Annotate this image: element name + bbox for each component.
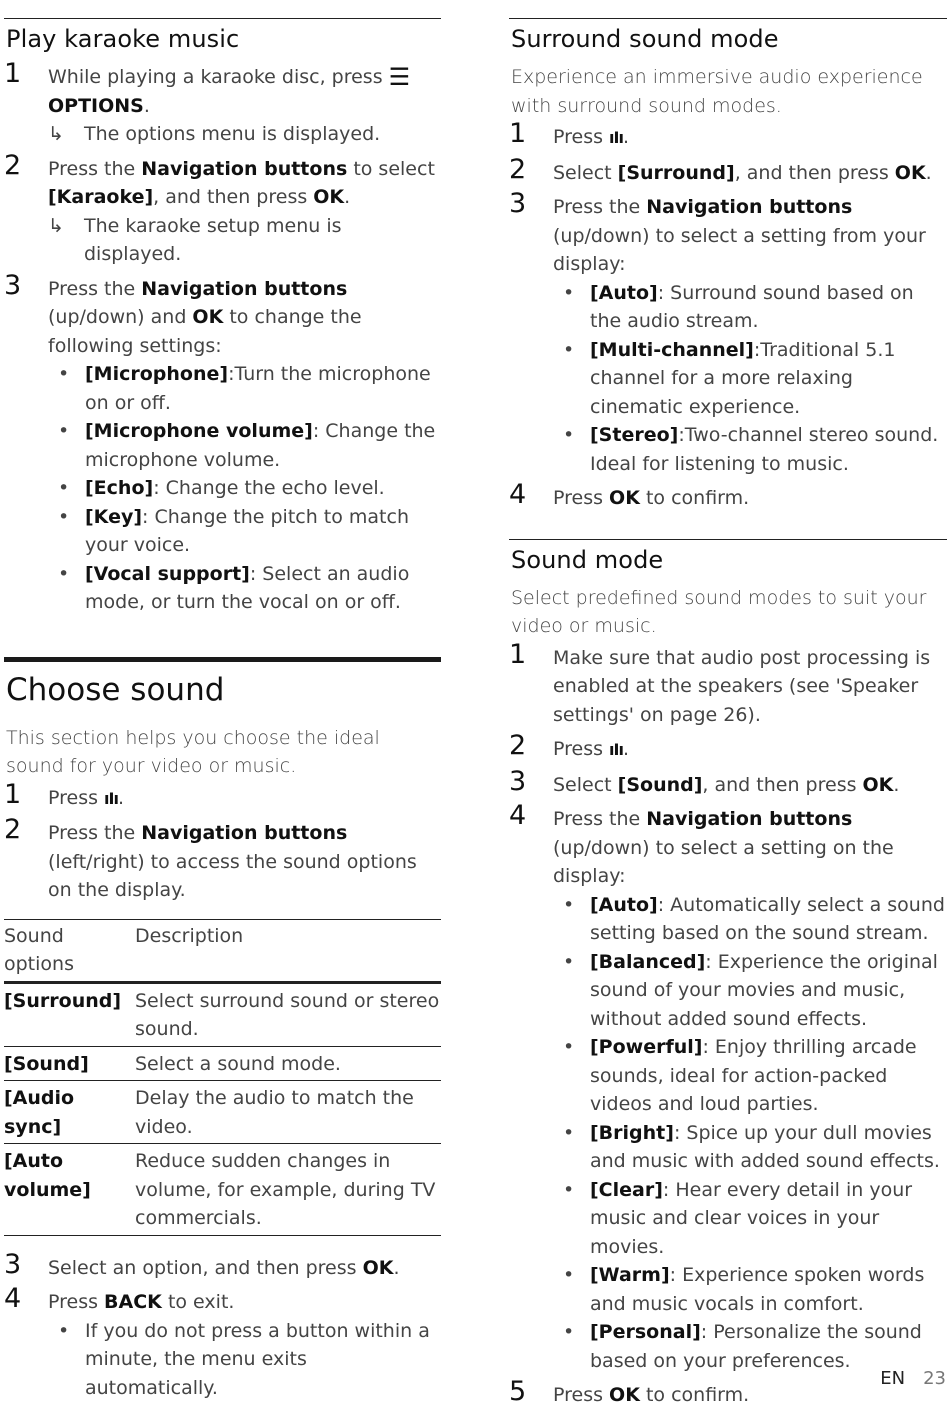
step-number: 4 <box>509 800 527 831</box>
table-cell: Reduce sudden changes in volume, for example, during TV commercials. <box>135 1144 441 1236</box>
list-item: • [Auto]: Surround sound based on the audio stream. <box>563 281 914 332</box>
step-number: 4 <box>509 479 527 510</box>
list-item: • [Auto]: Automatically select a sound setting based on the sound stream. <box>563 893 945 944</box>
list-item: • [Warm]: Experience spoken words and music vocals in comfort. <box>563 1264 925 1315</box>
sound-settings-icon: ıIı <box>609 128 623 147</box>
step-number: 3 <box>509 188 527 219</box>
list-item: • [Personal]: Personalize the sound based on your preferences. <box>563 1321 922 1372</box>
sound-options-table <box>4 919 441 1236</box>
choose-sound-title: Choose sound <box>6 671 225 708</box>
sound-mode-step-2: 2 Press ıIı. <box>509 730 630 761</box>
list-item: • [Powerful]: Enjoy thrilling arcade sounds, ideal for action-packed videos and loud parties. <box>563 1036 917 1115</box>
table-cell: Delay the audio to match the video. <box>135 1081 441 1144</box>
table-row <box>4 982 441 1046</box>
choose-step-4: 4 Press BACK to exit. • If you do not press a button within a minute, the menu exits automatically. <box>4 1288 441 1402</box>
section-rule-thick <box>4 657 441 662</box>
surround-intro: Experience an immersive audio experience with surround sound modes. <box>511 66 923 117</box>
step-result: ↳ The options menu is displayed. <box>48 120 441 149</box>
surround-step-3: 3 Press the Navigation buttons (up/down) to select a setting from your display: • [Auto]: Surround sound based on the audio stream. • [Multi-channel]:Traditional 5.1 channel for a more relaxing cinematic experience. • [Stereo]:Two-channel stereo sound. Ideal for listening to music. <box>509 193 947 478</box>
table-cell: [Auto volume] <box>4 1144 135 1236</box>
step-number: 2 <box>4 149 22 181</box>
choose-step-3: 3 Select an option, and then press OK. <box>4 1248 400 1280</box>
table-row <box>4 1081 441 1144</box>
list-item: • [Microphone]:Turn the microphone on or off. <box>58 363 431 414</box>
result-arrow-icon: ↳ <box>48 123 64 145</box>
list-item: • [Vocal support]: Select an audio mode, or turn the vocal on or off. <box>58 562 410 613</box>
sound-settings-icon: ıIı <box>609 740 623 759</box>
sound-settings-icon: ıIı <box>104 788 118 808</box>
right-column <box>509 18 947 1416</box>
step-number: 4 <box>4 1283 22 1314</box>
options-icon: ☰ <box>388 63 411 91</box>
table-row <box>4 1046 441 1081</box>
surround-step-1: 1 Press ıIı. <box>509 118 630 149</box>
step-number: 3 <box>4 269 22 301</box>
table-cell: [Surround] <box>4 982 135 1046</box>
choose-sound-intro: This section helps you choose the ideal sound for your video or music. <box>6 726 380 777</box>
table-header-row <box>4 919 441 982</box>
choose-step-1: 1 Press ıIı. <box>4 778 125 810</box>
list-item: • [Bright]: Spice up your dull movies and music with added sound effects. <box>563 1121 940 1172</box>
section-rule <box>4 18 441 19</box>
sound-mode-step-3: 3 Select [Sound], and then press OK. <box>509 765 900 797</box>
sound-mode-intro: Select predefined sound modes to suit your video or music. <box>511 586 927 637</box>
surround-title: Surround sound mode <box>511 25 779 53</box>
left-column <box>4 18 441 1408</box>
table-header: Sound options <box>4 919 135 982</box>
karaoke-title: Play karaoke music <box>6 25 240 53</box>
sound-mode-step-5: 5 Press OK to confirm. <box>509 1376 750 1407</box>
result-arrow-icon: ↳ <box>48 214 64 237</box>
step-number: 3 <box>509 765 527 797</box>
list-item: • [Key]: Change the pitch to match your voice. <box>58 505 409 556</box>
list-item: • [Clear]: Hear every detail in your music and clear voices in your movies. <box>563 1178 913 1258</box>
karaoke-step-1: 1 While playing a karaoke disc, press ☰ OPTIONS. ↳ The options menu is displayed. <box>4 63 441 149</box>
step-number: 1 <box>509 638 527 670</box>
step-result: ↳ The karaoke setup menu is displayed. <box>48 212 441 269</box>
table-cell: Select surround sound or stereo sound. <box>135 982 441 1046</box>
section-rule <box>509 18 947 19</box>
step-number: 1 <box>509 118 527 149</box>
list-item: • [Microphone volume]: Change the microphone volume. <box>58 420 436 471</box>
table-row <box>4 1144 441 1236</box>
list-item: • [Multi-channel]:Traditional 5.1 channel for a more relaxing cinematic experience. <box>563 338 896 418</box>
step-number: 5 <box>509 1376 527 1407</box>
section-rule <box>509 539 947 540</box>
sound-mode-step-1: 1 Make sure that audio post processing is enabled at the speakers (see 'Speaker settings' on page 26). <box>509 638 931 726</box>
page-number: 23 <box>923 1368 946 1389</box>
sound-mode-step-4: 4 Press the Navigation buttons (up/down) to select a setting on the display: • [Auto]: Automatically select a sound setting based on the sound stream. • [Balanced]: Experience the original sound of your movies and music, without added sound effects. • [Powerful]: Enjoy thrilling arcade sounds, ideal for action-packed videos and loud parties. • [Bright]: Spice up your dull movies and music with added sound effects. • [Clear]: Hear every detail in your music and clear voices in your movies. • [Warm]: Experience spoken words and music vocals in comfort. • [Personal]: Personalize the sound based on your preferences. <box>509 805 947 1375</box>
surround-step-2: 2 Select [Surround], and then press OK. <box>509 153 932 185</box>
step-number: 2 <box>4 814 22 845</box>
step-number: 1 <box>4 58 22 89</box>
sound-mode-list <box>553 891 947 1376</box>
karaoke-step-2: 2 Press the Navigation buttons to select [Karaoke], and then press OK. ↳ The karaoke setup menu is displayed. <box>4 155 441 269</box>
list-item: • [Echo]: Change the echo level. <box>58 477 385 499</box>
table-cell: Select a sound mode. <box>135 1046 441 1081</box>
sound-mode-title: Sound mode <box>511 545 664 574</box>
page-footer <box>880 1368 946 1389</box>
step-number: 2 <box>509 153 527 185</box>
language-label: EN <box>880 1368 906 1389</box>
step-number: 2 <box>509 730 527 761</box>
surround-step-4: 4 Press OK to confirm. <box>509 479 750 510</box>
note-list <box>48 1317 441 1403</box>
table-header: Description <box>135 919 441 982</box>
karaoke-step-3: 3 Press the Navigation buttons (up/down) and OK to change the following settings: • [Microphone]:Turn the microphone on or off. • [Microphone volume]: Change the microphone volume. • [Echo]: Change the echo level. • [Key]: Change the pitch to match your voice. • [Vocal support]: Select an audio mode, or turn the vocal on or off. <box>4 275 441 617</box>
list-item: • [Stereo]:Two-channel stereo sound. Ideal for listening to music. <box>563 424 939 475</box>
table-cell: [Sound] <box>4 1046 135 1081</box>
step-number: 1 <box>4 778 22 810</box>
karaoke-settings-list <box>48 360 441 617</box>
step-number: 3 <box>4 1248 22 1280</box>
table-cell: [Audio sync] <box>4 1081 135 1144</box>
surround-settings-list <box>553 279 947 479</box>
list-item: • If you do not press a button within a minute, the menu exits automatically. <box>58 1319 430 1399</box>
choose-step-2: 2 Press the Navigation buttons (left/right) to access the sound options on the display. <box>4 814 417 901</box>
list-item: • [Balanced]: Experience the original sound of your movies and music, without added sound effects. <box>563 950 938 1030</box>
